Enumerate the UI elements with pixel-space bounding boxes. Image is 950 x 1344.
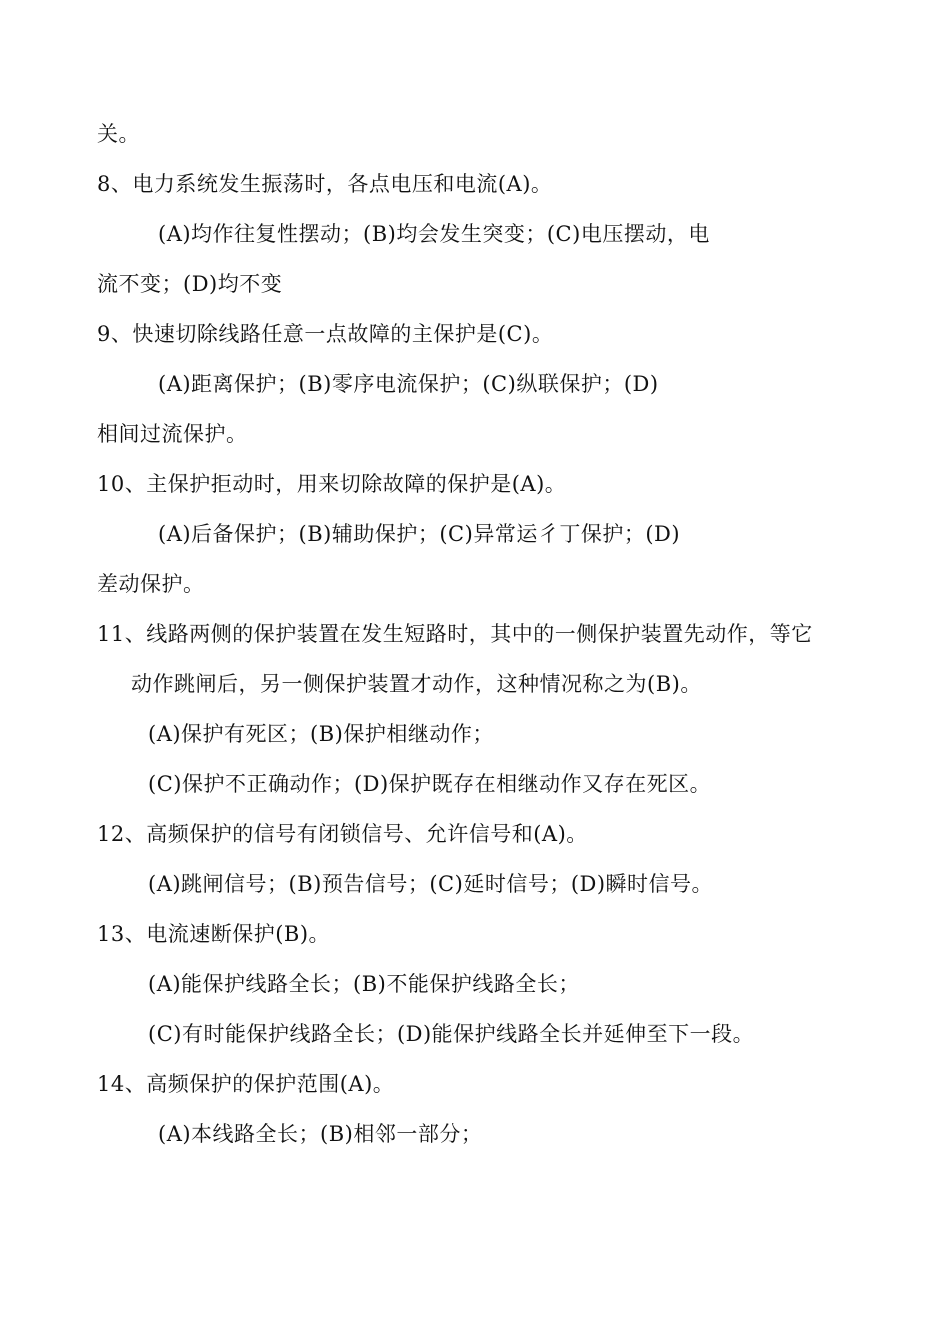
question-12-options: (A)跳闸信号；(B)预告信号；(C)延时信号；(D)瞬时信号。: [148, 872, 714, 896]
question-11-options-ab: (A)保护有死区；(B)保护相继动作；: [148, 722, 494, 746]
question-13-options-ab: (A)能保护线路全长；(B)不能保护线路全长；: [148, 972, 580, 996]
question-8-options: (A)均作往复性摆动；(B)均会发生突变；(C)电压摆动，电: [158, 222, 710, 246]
question-8: 8、电力系统发生振荡时，各点电压和电流(A)。: [97, 172, 553, 196]
question-11-options-cd: (C)保护不正确动作；(D)保护既存在相继动作又存在死区。: [148, 772, 712, 796]
question-12: 12、高频保护的信号有闭锁信号、允许信号和(A)。: [97, 822, 588, 846]
question-8-options-cont: 流不变；(D)均不变: [97, 272, 283, 296]
question-14: 14、高频保护的保护范围(A)。: [97, 1072, 395, 1096]
question-9-options-cont: 相间过流保护。: [97, 422, 248, 446]
question-14-options: (A)本线路全长；(B)相邻一部分；: [158, 1122, 483, 1146]
text-line: 关。: [97, 122, 140, 146]
question-10-options: (A)后备保护；(B)辅助保护；(C)异常运彳丁保护；(D): [158, 522, 681, 546]
question-10-options-cont: 差动保护。: [97, 572, 205, 596]
question-10: 10、主保护拒动时，用来切除故障的保护是(A)。: [97, 472, 567, 496]
question-13-options-cd: (C)有时能保护线路全长；(D)能保护线路全长并延伸至下一段。: [148, 1022, 755, 1046]
question-9-options: (A)距离保护；(B)零序电流保护；(C)纵联保护；(D): [158, 372, 659, 396]
question-11: 11、线路两侧的保护装置在发生短路时，其中的一侧保护装置先动作，等它: [97, 622, 813, 646]
question-9: 9、快速切除线路任意一点故障的主保护是(C)。: [97, 322, 554, 346]
question-11-cont: 动作跳闸后，另一侧保护装置才动作，这种情况称之为(B)。: [131, 672, 702, 696]
question-13: 13、电流速断保护(B)。: [97, 922, 331, 946]
